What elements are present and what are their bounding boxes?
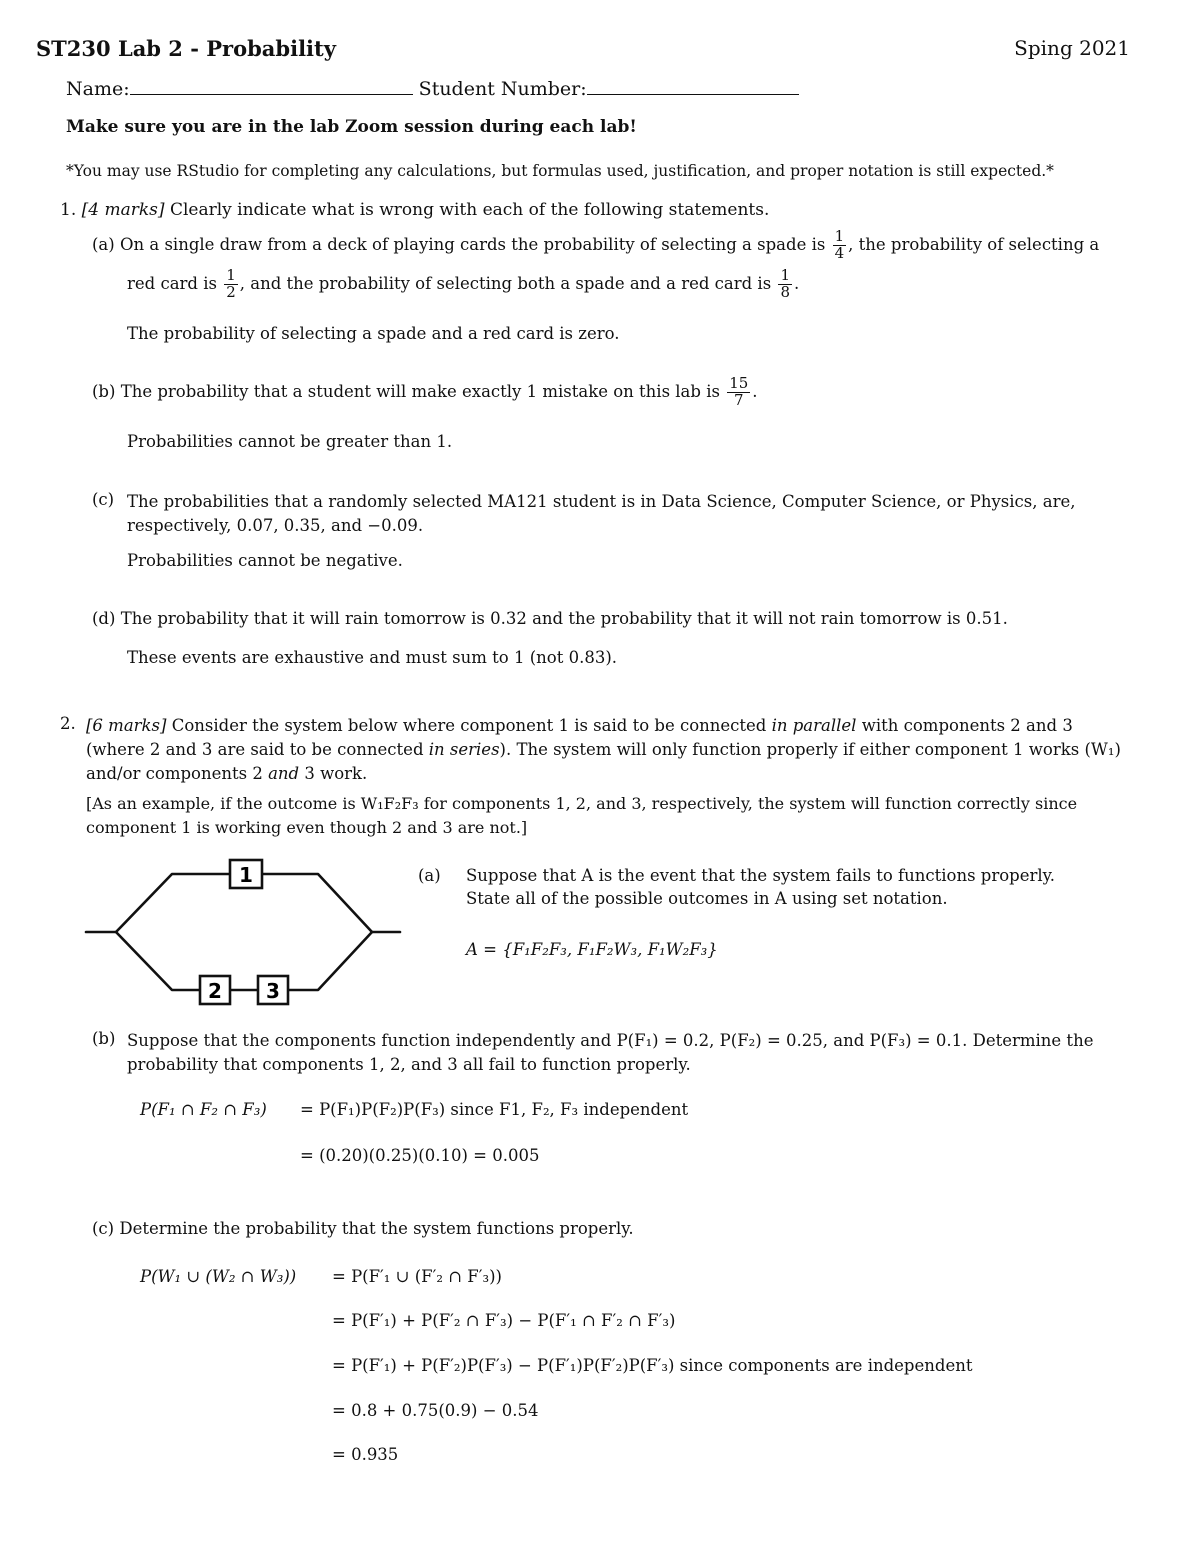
student-number-label: Student Number: <box>418 78 587 100</box>
q2c-text: Determine the probability that the system functions properly. <box>119 1219 634 1238</box>
q2c-step4: = 0.8 + 0.75(0.9) − 0.54 <box>332 1401 539 1420</box>
q2b-lhs: P(F₁ ∩ F₂ ∩ F₃) <box>140 1100 267 1119</box>
component-1-label: 1 <box>239 863 253 887</box>
q1a-text3: red card is <box>127 273 217 293</box>
q2a-answer: A = {F₁F₂F₃, F₁F₂W₃, F₁W₂F₃} <box>466 940 718 959</box>
q1-prompt: Clearly indicate what is wrong with each of the following statements. <box>169 200 770 220</box>
q1a-text1: On a single draw from a deck of playing cards the probability of selecting a spade is <box>119 234 826 254</box>
q2a-line2: State all of the possible outcomes in A using set notation. <box>466 889 948 908</box>
q2-marks: [6 marks] <box>86 716 167 735</box>
q1a-answer: The probability of selecting a spade and a red card is zero. <box>127 324 620 343</box>
q2a-label: (a) <box>418 866 441 885</box>
system-diagram <box>80 850 410 1010</box>
name-label: Name: <box>66 78 130 100</box>
q1-header <box>60 200 769 220</box>
fraction-15-7: $\frac{15}{7}$ <box>729 374 749 409</box>
q2b-step1: = P(F₁)P(F₂)P(F₃) since F1, F₂, F₃ independent <box>300 1100 689 1119</box>
q1a-text5: . <box>793 273 800 293</box>
term-label: Sping 2021 <box>1014 36 1130 60</box>
q1a-line2 <box>127 268 799 301</box>
q2c-step3: = P(F′₁) + P(F′₂)P(F′₃) − P(F′₁)P(F′₂)P(F′₃) since components are independent <box>332 1356 973 1375</box>
q1b-answer: Probabilities cannot be greater than 1. <box>127 432 453 451</box>
q1a-text4: , and the probability of selecting both a spade and a red card is <box>239 273 772 293</box>
q1-marks: [4 marks] <box>81 200 165 220</box>
q1a-line1 <box>92 229 1099 262</box>
q1d-question <box>92 609 1008 628</box>
q1a-text2: , the probability of selecting a <box>848 234 1100 254</box>
q1c-text: The probabilities that a randomly selected MA121 student is in Data Science, Computer Science, or Physics, are, respectively, 0.07, 0.35, and −0.09. <box>127 492 1076 535</box>
q1b-text2: . <box>752 381 758 401</box>
q2-example: [As an example, if the outcome is W₁F₂F₃ for components 1, 2, and 3, respectively, the system will function correctly since component 1 is working even though 2 and 3 are not.] <box>86 794 1078 837</box>
rstudio-note: *You may use RStudio for completing any calculations, but formulas used, justification, and proper notation is still expected.* <box>66 162 1054 180</box>
q2a-line1: Suppose that A is the event that the system fails to functions properly. <box>466 866 1056 885</box>
q2-intro3: ). The system will only function properly if either component 1 works (W₁) and/or components 2 <box>86 740 1121 783</box>
component-3-label: 3 <box>266 979 280 1003</box>
diagram-upper-right-wire <box>262 874 372 932</box>
fraction-eighth: $\frac{1}{8}$ <box>780 266 790 301</box>
q2b-step2: = (0.20)(0.25)(0.10) = 0.005 <box>300 1146 540 1165</box>
q1b-question <box>92 376 758 409</box>
q1-number: 1. <box>60 200 77 220</box>
q2-intro <box>86 714 1132 786</box>
diagram-lower-left-wire <box>116 932 200 990</box>
q2c-step1: = P(F′₁ ∪ (F′₂ ∩ F′₃)) <box>332 1267 502 1286</box>
q2c-question <box>92 1219 634 1238</box>
page-title: ST230 Lab 2 - Probability <box>36 36 336 61</box>
name-blank[interactable] <box>130 76 413 95</box>
zoom-note: Make sure you are in the lab Zoom session during each lab! <box>66 117 637 137</box>
q2-in-series: in series <box>428 740 500 759</box>
q2b-text: Suppose that the components function independently and P(F₁) = 0.2, P(F₂) = 0.25, and P(F₃) = 0.1. Determine the probability that components 1, 2, and 3 all fail to function properly. <box>127 1031 1094 1074</box>
q1b-label: (b) <box>92 381 116 401</box>
q1d-text: The probability that it will rain tomorrow is 0.32 and the probability that it will not rain tomorrow is 0.51. <box>120 609 1008 628</box>
q2-intro1: Consider the system below where component 1 is said to be connected <box>171 716 767 735</box>
q2-intro4: 3 work. <box>304 764 368 783</box>
q2-intro2: with components 2 and 3 (where 2 and 3 are said to be connected <box>86 716 1073 759</box>
q1d-answer: These events are exhaustive and must sum to 1 (not 0.83). <box>127 648 618 667</box>
q1c-label: (c) <box>92 490 115 509</box>
student-number-blank[interactable] <box>587 76 799 95</box>
diagram-upper-left-wire <box>116 874 230 932</box>
q1a-label: (a) <box>92 234 115 254</box>
q2-in-parallel: in parallel <box>771 716 857 735</box>
q1b-text1: The probability that a student will make exactly 1 mistake on this lab is <box>120 381 720 401</box>
q2c-step2: = P(F′₁) + P(F′₂ ∩ F′₃) − P(F′₁ ∩ F′₂ ∩ F′₃) <box>332 1311 676 1330</box>
component-2-label: 2 <box>208 979 222 1003</box>
name-field <box>66 76 799 100</box>
q1c-answer: Probabilities cannot be negative. <box>127 551 403 570</box>
fraction-quarter: $\frac{1}{4}$ <box>834 227 845 262</box>
q2c-lhs: P(W₁ ∪ (W₂ ∩ W₃)) <box>140 1267 297 1286</box>
q2-and: and <box>268 764 300 783</box>
fraction-half: $\frac{1}{2}$ <box>226 266 236 301</box>
q2c-label: (c) <box>92 1219 115 1238</box>
q2-number: 2. <box>60 714 76 733</box>
q2c-step5: = 0.935 <box>332 1445 399 1464</box>
diagram-lower-right-wire <box>288 932 372 990</box>
q2b-label: (b) <box>92 1029 116 1048</box>
q1d-label: (d) <box>92 609 116 628</box>
